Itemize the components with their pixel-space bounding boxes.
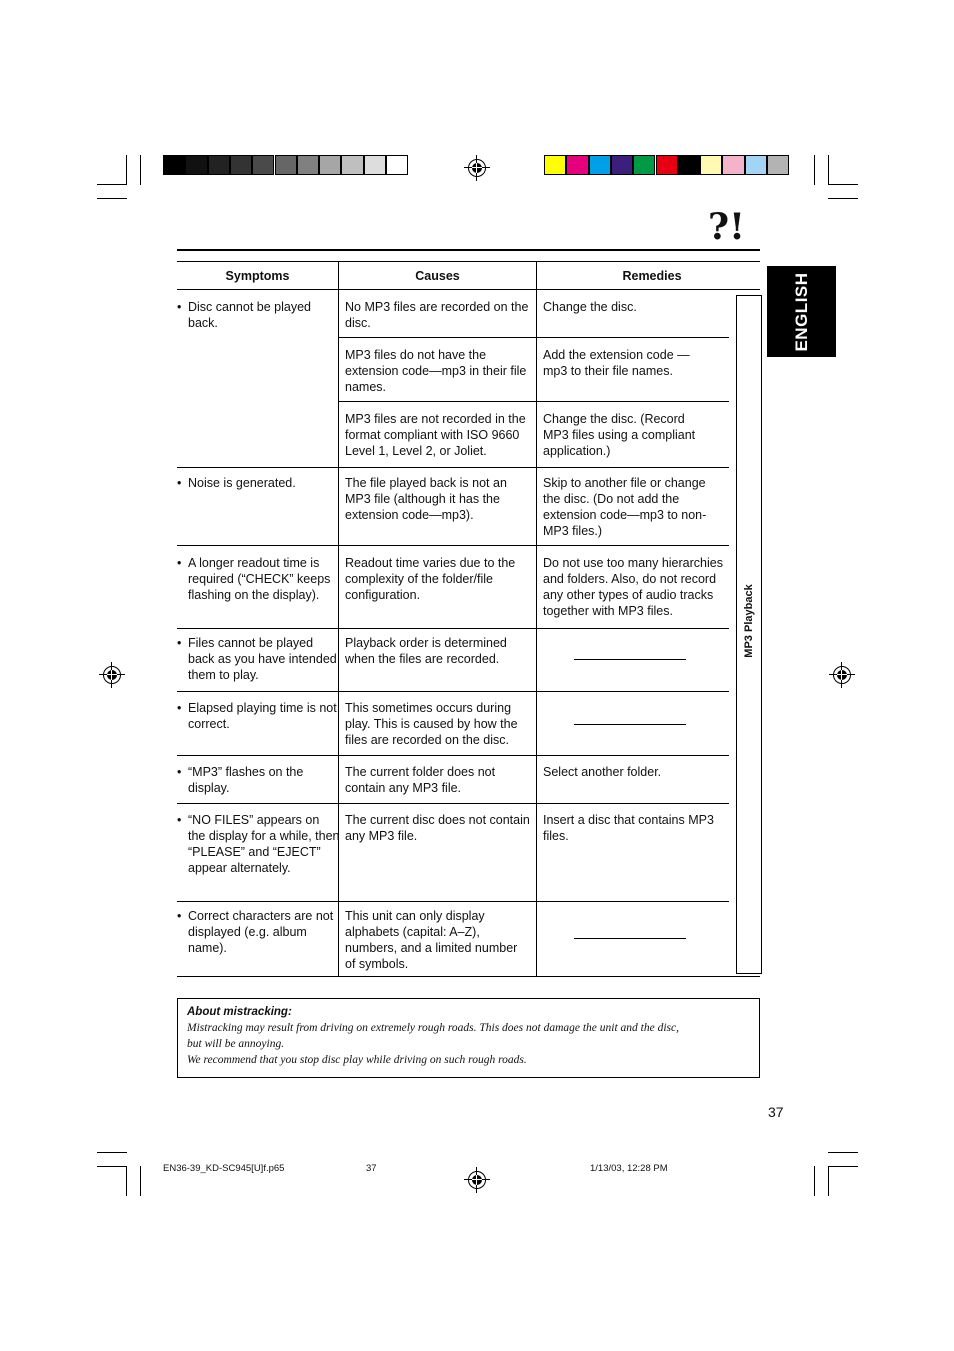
calibration-swatch [230,155,252,175]
table-cell-cause: The current folder does not contain any MP3 file. [345,765,496,795]
no-remedy-dash [574,659,686,660]
crop-mark [828,198,858,199]
calibration-swatch [252,155,274,175]
table-cell-cause: The current disc does not contain any MP3 file. [345,813,530,843]
table-cell-cause: This sometimes occurs during play. This is caused by how the files are recorded on the disc. [345,701,518,747]
calibration-swatch [386,155,408,175]
calibration-swatch [767,155,789,175]
crop-mark [140,1166,141,1196]
calibration-swatch [722,155,744,175]
table-cell-remedy: Change the disc. (Record MP3 files using a compliant application.) [543,412,696,458]
column-header-causes: Causes [415,269,460,283]
calibration-swatch [364,155,386,175]
calibration-swatch [589,155,611,175]
calibration-swatch [678,155,700,175]
table-cell-remedy: Insert a disc that contains MP3 files. [543,813,714,843]
table-cell-cause: The file played back is not an MP3 file (although it has the extension code—mp3). [345,476,507,522]
table-cell-symptom: • Correct characters are not displayed (e.g. album name). [177,908,346,956]
language-tab: ENGLISH [767,266,836,357]
calibration-swatch [185,155,207,175]
table-cell-remedy: Select another folder. [543,765,662,779]
crop-mark [828,184,858,185]
column-header-symptoms: Symptoms [225,269,290,283]
table-cell-remedy: Change the disc. [543,300,637,314]
crop-mark [97,1152,127,1153]
crop-mark [814,155,815,185]
registration-mark-icon [464,1167,490,1193]
table-cell-remedy: Add the extension code —mp3 to their file names. [543,348,690,378]
calibration-swatch [297,155,319,175]
registration-mark-icon [829,662,855,688]
no-remedy-dash [574,938,686,939]
calibration-swatch [275,155,297,175]
crop-mark [828,1152,858,1153]
table-cell-cause: This unit can only display alphabets (capital: A–Z), numbers, and a limited number of symbols. [345,909,518,971]
crop-mark [126,155,127,185]
footer-filename: EN36-39_KD-SC945[U]f.p65 [163,1163,285,1174]
crop-mark [97,198,127,199]
calibration-swatch [700,155,722,175]
section-tab: MP3 Playback [736,295,762,974]
registration-mark-icon [464,155,490,181]
page-number: 37 [768,1104,784,1120]
crop-mark [828,1166,858,1167]
calibration-swatch [208,155,230,175]
calibration-swatch [163,155,185,175]
table-cell-cause: MP3 files do not have the extension code—mp3 in their file names. [345,348,527,394]
crop-mark [814,1166,815,1196]
footer-page: 37 [366,1163,377,1174]
crop-mark [126,1166,127,1196]
question-exclamation-icon: ?! [708,206,745,248]
table-cell-symptom: • Files cannot be played back as you have intended them to play. [177,635,338,683]
header-rule [177,249,760,251]
table-cell-remedy: Skip to another file or change the disc. (Do not add the extension code—mp3 to non-MP3 files.) [543,476,707,538]
note-title: About mistracking: [187,1006,292,1018]
table-cell-cause: MP3 files are not recorded in the format compliant with ISO 9660 Level 1, Level 2, or Joliet. [345,412,526,458]
no-remedy-dash [574,724,686,725]
calibration-swatch [745,155,767,175]
calibration-swatch [611,155,633,175]
calibration-swatch [319,155,341,175]
calibration-swatch [341,155,363,175]
calibration-swatch [544,155,566,175]
note-box [177,998,760,1078]
table-cell-remedy: Do not use too many hierarchies and folders. Also, do not record any other types of audio tracks together with MP3 files. [543,556,723,618]
note-text: We recommend that you stop disc play while driving on such rough roads. [187,1054,527,1066]
column-header-remedies: Remedies [622,269,682,283]
crop-mark [828,1166,829,1196]
crop-mark [140,155,141,185]
crop-mark [97,184,127,185]
table-cell-cause: No MP3 files are recorded on the disc. [345,300,529,330]
registration-mark-icon [99,662,125,688]
table-cell-cause: Readout time varies due to the complexity of the folder/file configuration. [345,556,516,602]
table-cell-symptom: • Elapsed playing time is not correct. [177,700,338,732]
note-text: but will be annoying. [187,1038,285,1050]
calibration-swatch [656,155,678,175]
table-cell-symptom: • Disc cannot be played back. [177,299,338,331]
calibration-swatch [633,155,655,175]
table-cell-symptom: • Noise is generated. [177,475,338,491]
table-cell-symptom: • “NO FILES” appears on the display for a while, then “PLEASE” and “EJECT” appear alternately. [177,812,340,876]
footer-date: 1/13/03, 12:28 PM [590,1163,668,1174]
table-cell-symptom: • “MP3” flashes on the display. [177,764,338,796]
table-cell-symptom: • A longer readout time is required (“CHECK” keeps flashing on the display). [177,555,343,603]
note-text: Mistracking may result from driving on extremely rough roads. This does not damage the unit and the disc, [187,1022,679,1034]
crop-mark [97,1166,127,1167]
crop-mark [828,155,829,185]
table-cell-cause: Playback order is determined when the files are recorded. [345,636,507,666]
calibration-swatch [566,155,588,175]
